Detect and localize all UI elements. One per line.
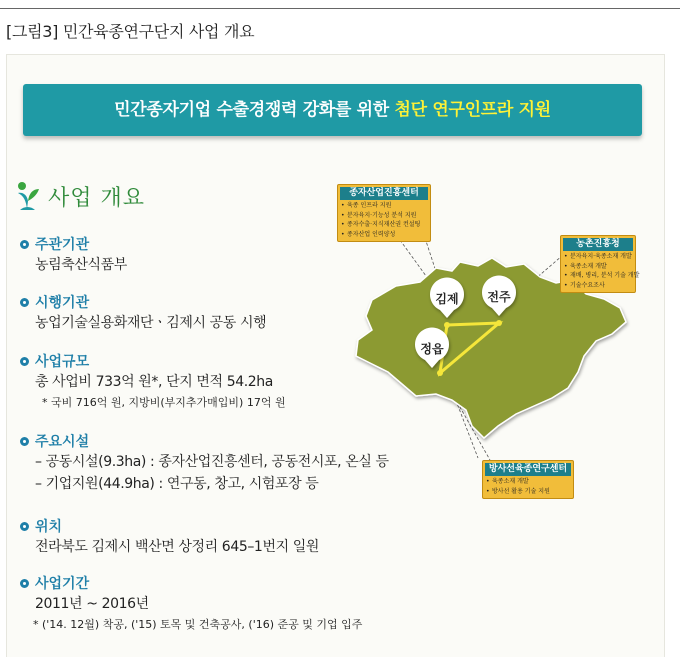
callout-item: • 종자산업 인력양성	[347, 230, 430, 240]
item-line: – 공동시설(9.3ha) : 종자산업진흥센터, 공동전시포, 온실 등	[35, 454, 389, 470]
callout-rda	[560, 235, 640, 293]
item-label: 사업규모	[35, 354, 90, 370]
callout-item: • 분자육지·육종소재 개발	[570, 252, 635, 262]
city-label-jeonju: 전주	[487, 290, 511, 304]
item-line: 2011년 ~ 2016년	[35, 596, 149, 612]
banner-text: 민간종자기업 수출경쟁력 강화를 위한	[114, 100, 395, 120]
item-line: – 기업지원(44.9ha) : 연구동, 창고, 시험포장 등	[35, 476, 319, 492]
item-label: 주요시설	[35, 434, 90, 450]
callout-title: 농촌진흥청	[563, 238, 633, 251]
jeongeup-dot	[437, 370, 443, 376]
callout-seed-center	[337, 184, 431, 242]
callout-item: • 분자육지·기능성 분석 지원	[347, 211, 430, 221]
item-line: 전라북도 김제시 백산면 상정리 645–1번지 일원	[35, 539, 319, 555]
item-label: 위치	[35, 519, 63, 535]
callout-radiation-center	[482, 460, 574, 499]
callout-item: • 방사선 활용 기술 지원	[492, 487, 573, 497]
item-label: 사업기간	[35, 576, 90, 592]
item-label: 시행기관	[35, 295, 90, 311]
item-line: 총 사업비 733억 원*, 단지 면적 54.2ha	[35, 374, 273, 390]
callout-item: • 기술수요조사	[570, 281, 635, 291]
item-line: 농림축산식품부	[35, 257, 127, 273]
callout-item: • 육종 인프라 지원	[347, 201, 430, 211]
figure-caption: [그림3] 민간육종연구단지 사업 개요	[6, 22, 255, 41]
callout-item: • 육종소재 개발	[570, 262, 635, 272]
callout-title: 종자산업진흥센터	[340, 187, 428, 200]
item-note: * ('14. 12월) 착공, ('15) 토목 및 건축공사, ('16) 준공 및 기업 입주	[33, 618, 363, 631]
item-note: * 국비 716억 원, 지방비(부지추가매입비) 17억 원	[42, 396, 286, 409]
banner-highlight: 첨단 연구인프라 지원	[394, 100, 551, 120]
callout-title: 방사선육종연구센터	[485, 463, 571, 476]
callout-item: • 육종소재 개발	[492, 477, 573, 487]
item-label: 주관기관	[35, 237, 90, 253]
section-title: 사업 개요	[48, 185, 146, 211]
gimje-dot	[444, 322, 450, 328]
city-label-gimje: 김제	[435, 292, 459, 306]
callout-item: • 재배, 병리, 분석 기술 개발	[570, 271, 635, 281]
city-label-jeongeup: 정읍	[420, 342, 444, 356]
jeonju-dot	[496, 320, 502, 326]
item-line: 농업기술실용화재단ㆍ김제시 공동 시행	[35, 315, 267, 331]
callout-item: • 종자수출·지식재산권 컨설팅	[347, 220, 430, 230]
